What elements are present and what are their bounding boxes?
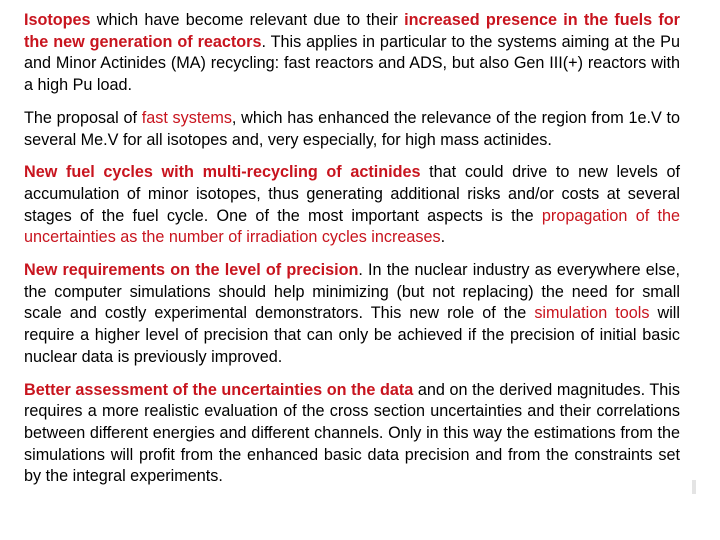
paragraph-isotopes	[24, 10, 680, 97]
paragraph-precision	[24, 260, 680, 369]
highlight-isotopes: Isotopes	[24, 11, 91, 29]
highlight-increased-presence: increased presence in the fuels for the new generation of reactors	[24, 11, 680, 51]
highlight-simulation-tools: simulation tools	[534, 304, 650, 323]
text-segment: which have become relevant due to their	[90, 11, 405, 29]
text-segment: . In the nuclear industry as everywhere else, the computer simulations should help minimizing (but not replacing) the need for small scale and costly experimental demonstrators. This new role of the	[24, 261, 680, 323]
text-segment: , which has enhanced the relevance of the region from 1e.V to several Me.V for all isotopes and, very especially, for high mass actinides.	[24, 108, 681, 149]
document-body	[24, 10, 680, 499]
highlight-new-fuel-cycles: New fuel cycles with multi-recycling of actinides	[24, 163, 421, 182]
text-segment: The proposal of	[24, 108, 142, 127]
paragraph-fast-systems	[24, 108, 680, 151]
text-segment: will require a higher level of precision that can only be achieved if the precision of initial basic nuclear data is previously improved.	[24, 304, 680, 366]
text-segment: that could drive to new levels of accumulation of minor isotopes, thus generating additional risks and/or costs at several stages of the fuel cycle. One of the most important aspects is the	[24, 163, 680, 225]
text-segment: .	[440, 228, 446, 247]
text-segment: . This applies in particular to the systems aiming at the Pu and Minor Actinides (MA) recycling: fast reactors and ADS, but also Gen III(+) reactors with a high Pu load.	[24, 32, 680, 95]
highlight-propagation: propagation of the uncertainties as the number of irradiation cycles increases	[24, 206, 680, 247]
paragraph-fuel-cycles	[24, 162, 680, 249]
highlight-better-assessment: Better assessment of the uncertainties on the data	[24, 380, 414, 399]
slide-edge-mark	[692, 480, 696, 494]
highlight-fast-systems: fast systems	[141, 108, 232, 127]
paragraph-uncertainties	[24, 380, 680, 489]
text-segment: and on the derived magnitudes. This requires a more realistic evaluation of the cross section uncertainties and their correlations between different energies and different channels. Only in this way the estimations from the simulations will profit from the enhanced basic data precision and from the constraints set by the integral experiments.	[24, 380, 680, 486]
highlight-new-requirements: New requirements on the level of precision	[24, 261, 359, 280]
